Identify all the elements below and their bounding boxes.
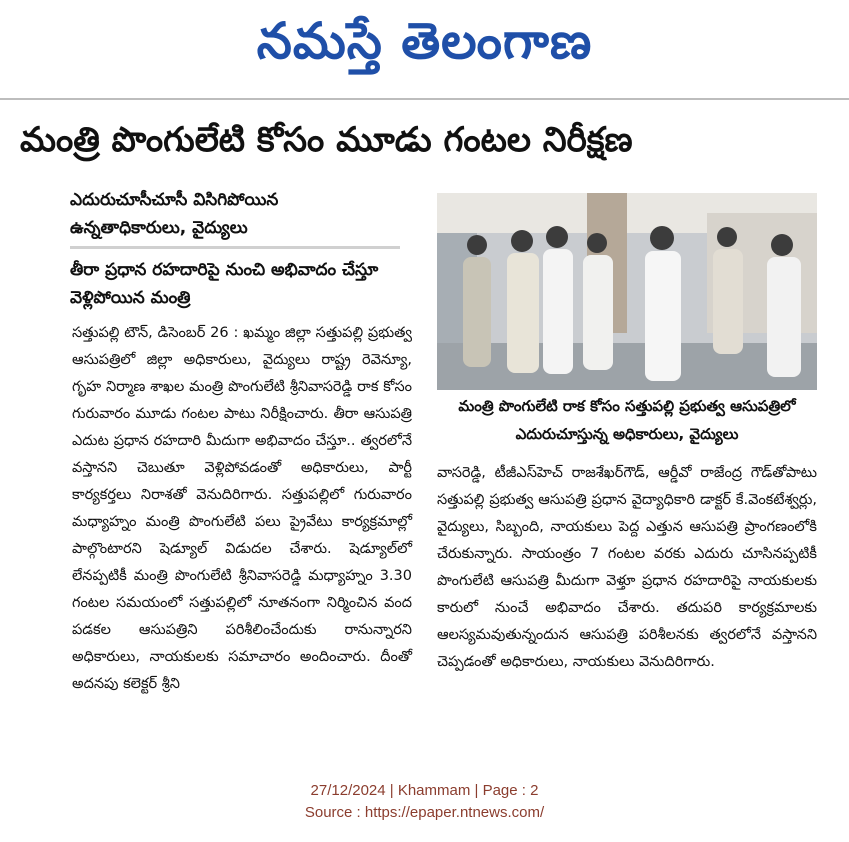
subheading-1: ఎదురుచూసీచూసీ విసిగిపోయిన ఉన్నతాధికారులు, వైద్యులు <box>70 190 279 238</box>
logo-text: నమస్తే తెలంగాణ <box>256 12 593 70</box>
masthead-divider <box>0 98 849 100</box>
footer-date-edition: 27/12/2024 | Khammam | Page : 2 <box>310 782 539 799</box>
photo-caption: మంత్రి పొంగులేటి రాక కోసం సత్తుపల్లి ప్రభుత్వ ఆసుపత్రిలో ఎదురుచూస్తున్న అధికారులు, వైద్యులు <box>458 397 796 443</box>
newspaper-logo <box>0 6 849 76</box>
hospital-corridor-photo <box>437 193 817 390</box>
news-photo <box>437 193 817 390</box>
article-column-2: వాసరెడ్డి, టీజీఎస్‌హెచ్ రాజశేఖర్‌గౌడ్, ఆర్డీవో రాజేంద్ర గౌడ్‌తోపాటు సత్తుపల్లి ప్రభుత్వ ఆసుపత్రి ప్రధాన వైద్యాధికారి డాక్టర్ కే.వెంకటేశ్వర్లు, వైద్యులు, సిబ్బంది, నాయకులు పెద్ద ఎత్తున ఆసుపత్రి ప్రాంగణంలోకి చేరుకున్నారు. సాయంత్రం 7 గంటల వరకు ఎదురు చూసినప్పటికీ పొంగులేటి ఆసుపత్రి మీదుగా వెళ్తూ ప్రధాన రహదారిపై నాయకులకు కారులో నుంచే అభివాదం చేశారు. తదుపరి కార్యక్రమాలకు ఆలస్యమవుతున్నందున ఆసుపత్రి పరిశీలనకు త్వరలోనే వస్తానని చెప్పడంతో అధికారులు, నాయకులు వెనుదిరిగారు. <box>437 465 817 670</box>
footer-source-link[interactable]: Source : https://epaper.ntnews.com/ <box>304 804 545 821</box>
subheading-divider <box>70 246 400 249</box>
article-headline: మంత్రి పొంగులేటి కోసం మూడు గంటల నిరీక్షణ <box>20 120 633 160</box>
subheading-2: తీరా ప్రధాన రహదారిపై నుంచి అభివాదం చేస్తూ వెళ్లిపోయిన మంత్రి <box>70 260 379 308</box>
article-column-1: సత్తుపల్లి టౌన్, డిసెంబర్ 26 : ఖమ్మం జిల్లా సత్తుపల్లి ప్రభుత్వ ఆసుపత్రిలో జిల్లా అధికారులు, వైద్యులు రాష్ట్ర రెవెన్యూ, గృహ నిర్మాణ శాఖల మంత్రి పొంగులేటి శ్రీనివాసరెడ్డి రాక కోసం గురువారం మూడు గంటల పాటు నిరీక్షించారు. తీరా ఆసుపత్రి ఎదుట ప్రధాన రహదారి మీదుగా అభివాదం చేస్తూ.. త్వరలోనే వస్తానని చెబుతూ వెళ్లిపోవడంతో అధికారులు, పార్టీ కార్యకర్తలు నిరాశతో వెనుదిరిగారు. సత్తుపల్లిలో గురువారం మధ్యాహ్నం మంత్రి పొంగులేటి పలు ప్రైవేటు కార్యక్రమాల్లో పాల్గొంటారని షెడ్యూల్ విడుదల చేశారు. షెడ్యూల్‌లో లేనప్పటికీ మంత్రి పొంగులేటి శ్రీనివాసరెడ్డి మధ్యాహ్నం 3.30 గంటల సమయంలో సత్తుపల్లిలో నూతనంగా నిర్మించిన వంద పడకల ఆసుపత్రిని పరిశీలించేందుకు రానున్నారని అధికారులు, నాయకులకు సమాచారం అందించారు. దీంతో అదనపు కలెక్టర్ శ్రీని <box>72 325 412 692</box>
